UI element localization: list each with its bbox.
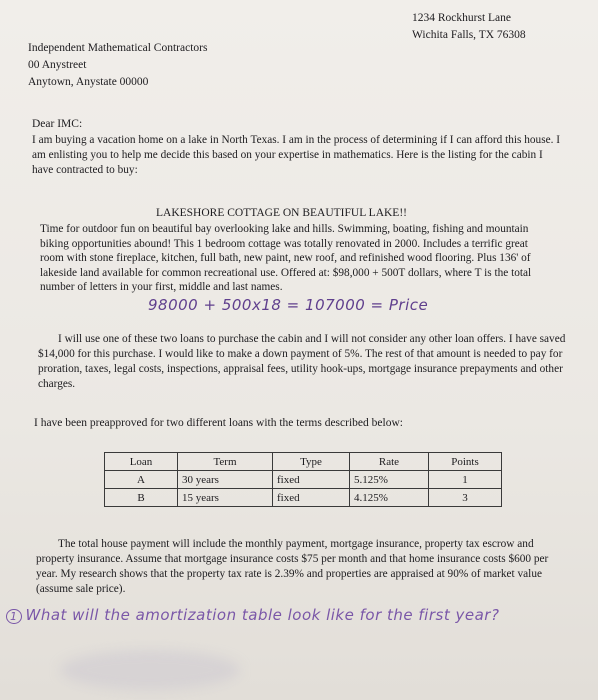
loan-a-points: 1: [429, 471, 502, 489]
listing-body: Time for outdoor fun on beautiful bay overlooking lake and hills. Swimming, boating, fishing and mountain biking opportunities abound! This 1 bedroom cottage was totally renovated in 2000. Includes a terrific great room with stone fireplace, kitchen, full bath, new paint, new roof, and refinished wood flooring. Plus 136' of lakeside land available for common recreational use. Offered at: $98,000 + 500T dollars, where T is the total number of letters in your first, middle and last names.: [40, 223, 532, 294]
header-points: Points: [429, 453, 502, 471]
listing-heading: LAKESHORE COTTAGE ON BEAUTIFUL LAKE!!: [156, 207, 407, 219]
loan-b-type: fixed: [273, 489, 350, 507]
recipient-name: Independent Mathematical Contractors: [28, 42, 208, 54]
handwritten-question: [6, 606, 499, 624]
greeting: Dear IMC:: [32, 118, 83, 130]
loan-paragraph: I will use one of these two loans to purchase the cabin and I will not consider any other loan offers. I have saved $14,000 for this purchase. I would like to make a down payment of 5%. The rest of that amount is needed to pay for proration, taxes, legal costs, inspections, appraisal fees, utility hook-ups, mortgage insurance prepayments and other charges.: [38, 333, 566, 390]
intro-paragraph: I am buying a vacation home on a lake in North Texas. I am in the process of determining if I can afford this house. I am enlisting you to help me decide this based on your expertise in mathematics. Here is the listing for the cabin I have contracted to buy:: [32, 134, 561, 176]
table-row: [105, 471, 502, 489]
header-type: Type: [273, 453, 350, 471]
preapproved-line: I have been preapproved for two different loans with the terms described below:: [34, 417, 403, 429]
loan-a-type: fixed: [273, 471, 350, 489]
loan-a-id: A: [105, 471, 178, 489]
loan-b-rate: 4.125%: [350, 489, 429, 507]
header-loan: Loan: [105, 453, 178, 471]
question-text: What will the amortization table look like for the first year?: [25, 606, 500, 624]
sender-city: Wichita Falls, TX 76308: [412, 29, 526, 41]
loan-table-header: [105, 453, 502, 471]
loan-b-term: 15 years: [178, 489, 273, 507]
recipient-street: 00 Anystreet: [28, 59, 87, 71]
recipient-city: Anytown, Anystate 00000: [28, 76, 149, 88]
loan-a-rate: 5.125%: [350, 471, 429, 489]
loan-a-term: 30 years: [178, 471, 273, 489]
table-row: [105, 489, 502, 507]
header-term: Term: [178, 453, 273, 471]
loan-b-id: B: [105, 489, 178, 507]
handwritten-calculation: 98000 + 500x18 = 107000 = Price: [148, 296, 429, 314]
recipient-address: [28, 40, 207, 91]
loan-table: [104, 452, 502, 507]
loan-b-points: 3: [429, 489, 502, 507]
payment-paragraph: The total house payment will include the monthly payment, mortgage insurance, property tax escrow and property insurance. Assume that mortgage insurance costs $75 per month and that home insurance costs $600 per year. My research shows that the property tax rate is 2.39% and properties are appraised at 90% of market value (assume sale price).: [36, 538, 549, 595]
sender-street: 1234 Rockhurst Lane: [412, 12, 512, 24]
paper-smudge: [60, 650, 240, 690]
header-rate: Rate: [350, 453, 429, 471]
sender-address: [412, 10, 526, 44]
question-number: 1: [6, 609, 22, 624]
